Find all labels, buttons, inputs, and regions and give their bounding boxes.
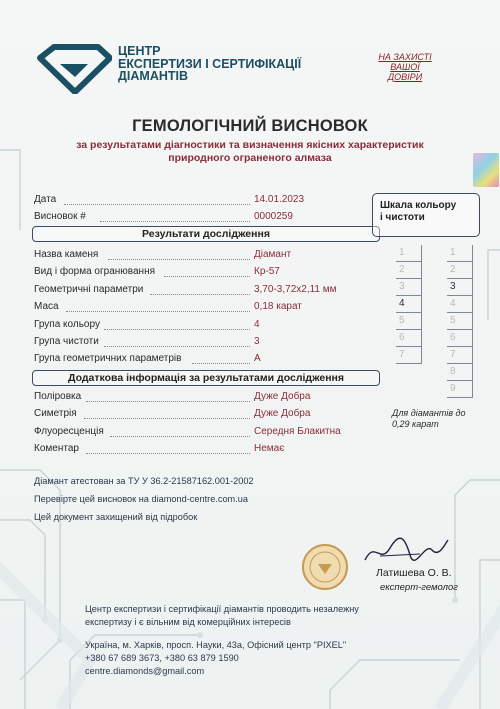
polish-label: Полірoвка	[34, 391, 82, 402]
hologram-sticker	[473, 153, 499, 187]
dot-leader	[104, 329, 250, 330]
address: Україна, м. Харків, просп. Науки, 43а, Офісний центр "PIXEL"	[85, 640, 347, 650]
color-scale-cell-selected: 4	[396, 296, 422, 313]
comment-label: Коментар	[34, 443, 79, 454]
geometry-group-label: Група геометричних параметрів	[34, 353, 182, 364]
official-seal	[300, 542, 350, 592]
clarity-scale-cell: 6	[447, 330, 473, 347]
clarity-scale-cell: 1	[447, 245, 473, 262]
dot-leader	[66, 311, 250, 312]
color-scale-cell: 6	[396, 330, 422, 347]
dot-leader	[86, 401, 250, 402]
clarity-scale-cell: 9	[447, 381, 473, 398]
protection-note: Цей документ захищений від підробок	[34, 512, 198, 522]
stone-name-label: Назва каменя	[34, 249, 99, 260]
dot-leader	[164, 276, 250, 277]
dot-leader	[108, 259, 250, 260]
color-scale-cell: 1	[396, 245, 422, 262]
independence-note-2: експертизу і є вільним від комерційних інтересів	[85, 617, 291, 627]
dot-leader	[86, 453, 250, 454]
verify-note: Перевірте цей висновок на diamond-centre.com.ua	[34, 494, 248, 504]
color-scale-cell: 3	[396, 279, 422, 296]
clarity-scale-cell: 5	[447, 313, 473, 330]
date-value: 14.01.2023	[254, 194, 305, 205]
signature	[360, 530, 450, 570]
clarity-scale-cell-selected: 3	[447, 279, 473, 296]
fluorescence-label: Флуоресценція	[34, 426, 104, 437]
dot-leader	[110, 436, 250, 437]
clarity-scale-cell: 7	[447, 347, 473, 364]
signer-name: Латишева О. В.	[376, 567, 452, 579]
clarity-scale-cell: 4	[447, 296, 473, 313]
geometric-params-label: Геометричні параметри	[34, 284, 144, 295]
dot-leader	[64, 204, 250, 205]
clarity-group-value: 3	[254, 336, 260, 347]
slogan: НА ЗАХИСТІ ВАШОЇ ДОВІРИ	[378, 52, 432, 82]
geometry-group-value: А	[254, 353, 261, 364]
email: centre.diamonds@gmail.com	[85, 666, 205, 676]
clarity-group-label: Група чистоти	[34, 336, 99, 347]
dot-leader	[84, 418, 250, 419]
color-scale-cell: 2	[396, 262, 422, 279]
mass-label: Маса	[34, 301, 59, 312]
cut-shape-value: Кр-57	[254, 266, 280, 277]
symmetry-label: Симетрія	[34, 408, 77, 419]
document-subtitle: за результатами діагностики та визначення якісних характеристик природного ограненого алмаза	[76, 139, 424, 164]
dot-leader	[104, 346, 250, 347]
signer-role: експерт-гемолог	[380, 582, 458, 593]
dot-leader	[150, 294, 250, 295]
fluorescence-value: Середня Блакитна	[254, 426, 341, 437]
dot-leader	[100, 221, 250, 222]
document-title: ГЕМОЛОГІЧНИЙ ВИСНОВОК	[132, 117, 368, 135]
symmetry-value: Дуже Добра	[254, 408, 311, 419]
organization-name: ЦЕНТР ЕКСПЕРТИЗИ І СЕРТИФІКАЦІЇ ДІАМАНТІВ	[118, 44, 302, 83]
color-scale-cell: 7	[396, 347, 422, 364]
color-group-value: 4	[254, 319, 260, 330]
clarity-scale-cell: 8	[447, 364, 473, 381]
standard-note: Діамант атестован за ТУ У 36.2-21587162.001-2002	[34, 476, 254, 486]
results-section-title: Результати дослідження	[32, 226, 380, 242]
comment-value: Немає	[254, 443, 285, 454]
independence-note-1: Центр експертизи і сертифікації діамантів проводить незалежну	[85, 604, 359, 614]
color-scale-cell: 5	[396, 313, 422, 330]
stone-name-value: Діамант	[254, 249, 292, 260]
brand-logo	[32, 44, 112, 94]
extra-section-title: Додаткова інформація за результатами дослідження	[32, 370, 380, 386]
conclusion-number-value: 0000259	[254, 211, 293, 222]
date-label: Дата	[34, 194, 57, 205]
mass-value: 0,18 карат	[254, 301, 302, 312]
geometric-params-value: 3,70-3,72х2,11 мм	[254, 284, 337, 295]
conclusion-number-label: Висновок #	[34, 211, 86, 222]
polish-value: Дуже Добра	[254, 391, 311, 402]
clarity-scale-cell: 2	[447, 262, 473, 279]
scale-note: Для діамантів до 0,29 карат	[392, 408, 466, 429]
phones: +380 67 689 3673, +380 63 879 1590	[85, 653, 239, 663]
color-group-label: Група кольору	[34, 319, 100, 330]
dot-leader	[192, 363, 250, 364]
scale-title: Шкала кольору і чистоти	[380, 200, 457, 223]
cut-shape-label: Вид і форма огранювання	[34, 266, 156, 277]
